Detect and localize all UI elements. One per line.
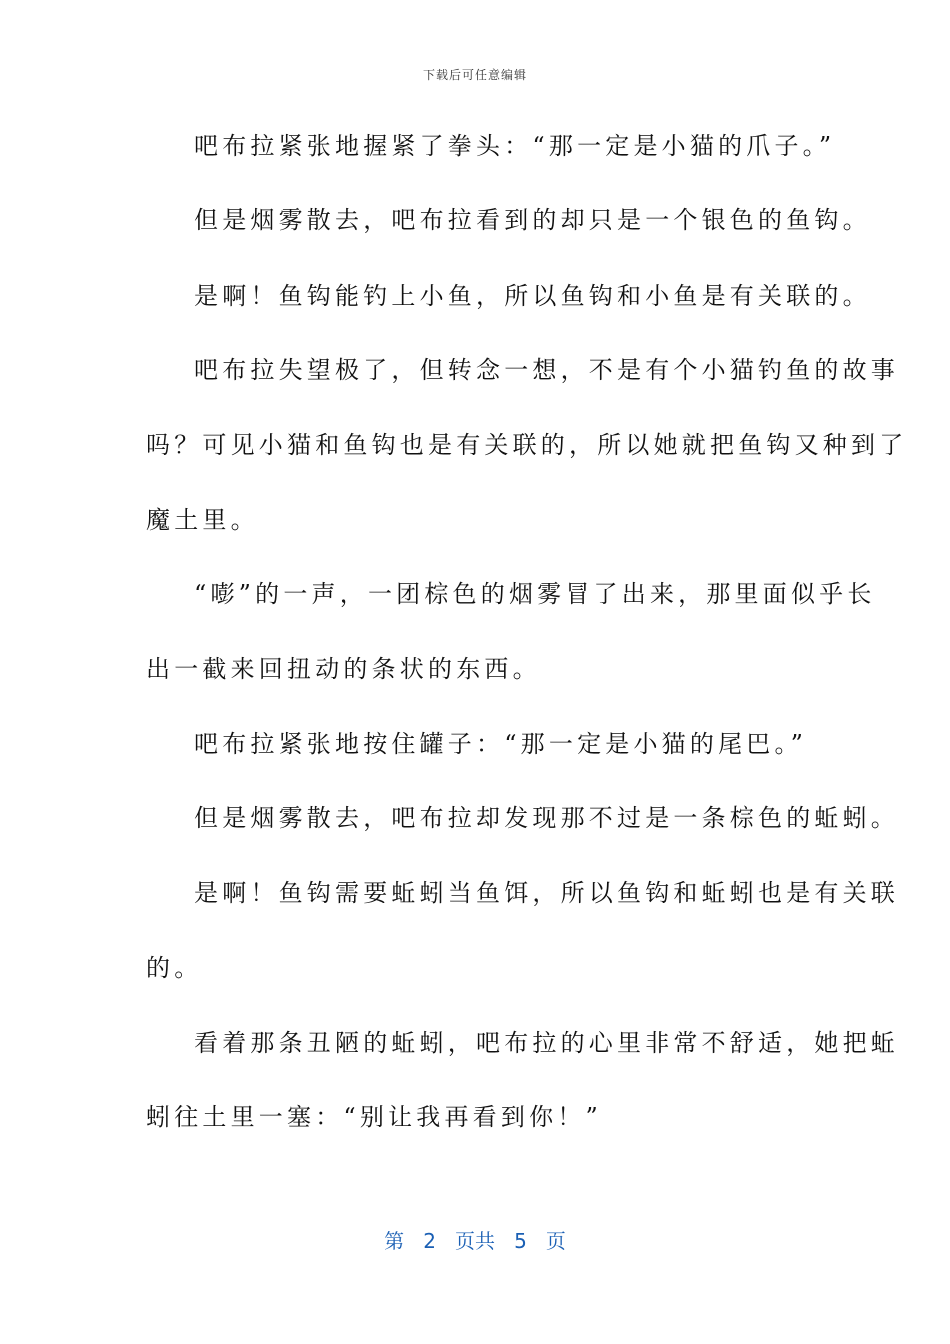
page-header: 下载后可任意编辑 — [422, 68, 527, 82]
footer-suffix: 页 — [545, 1229, 566, 1253]
text-line: 是啊！鱼钩需要蚯蚓当鱼饵，所以鱼钩和蚯蚓也是有关联 — [194, 879, 899, 907]
text-line: 吧布拉紧张地按住罐子：“那一定是小猫的尾巴。” — [194, 730, 808, 758]
text-line: 是啊！鱼钩能钓上小鱼，所以鱼钩和小鱼是有关联的。 — [194, 282, 871, 310]
text-line: 的。 — [146, 954, 203, 982]
text-line: 魔土里。 — [146, 506, 259, 534]
text-line: 看着那条丑陋的蚯蚓，吧布拉的心里非常不舒适，她把蚯 — [194, 1029, 899, 1057]
text-line: 吧布拉紧张地握紧了拳头：“那一定是小猫的爪子。” — [194, 132, 836, 160]
footer-prefix: 第 — [384, 1229, 405, 1253]
text-line: 出一截来回扭动的条状的东西。 — [146, 655, 541, 683]
text-line: 吗？可见小猫和鱼钩也是有关联的，所以她就把鱼钩又种到了 — [146, 431, 908, 459]
text-line: 蚓往土里一塞：“别让我再看到你！” — [146, 1103, 602, 1131]
footer-middle: 页共 — [455, 1229, 495, 1253]
text-line: 但是烟雾散去，吧布拉却发现那不过是一条棕色的蚯蚓。 — [194, 804, 899, 832]
text-line: 但是烟雾散去，吧布拉看到的却只是一个银色的鱼钩。 — [194, 206, 871, 234]
text-line: “嘭”的一声，一团棕色的烟雾冒了出来，那里面似乎长 — [194, 580, 876, 608]
page-footer — [0, 1225, 950, 1254]
current-page-number: 2 — [423, 1229, 436, 1253]
text-line: 吧布拉失望极了，但转念一想，不是有个小猫钓鱼的故事 — [194, 356, 899, 384]
total-page-count: 5 — [514, 1229, 527, 1253]
